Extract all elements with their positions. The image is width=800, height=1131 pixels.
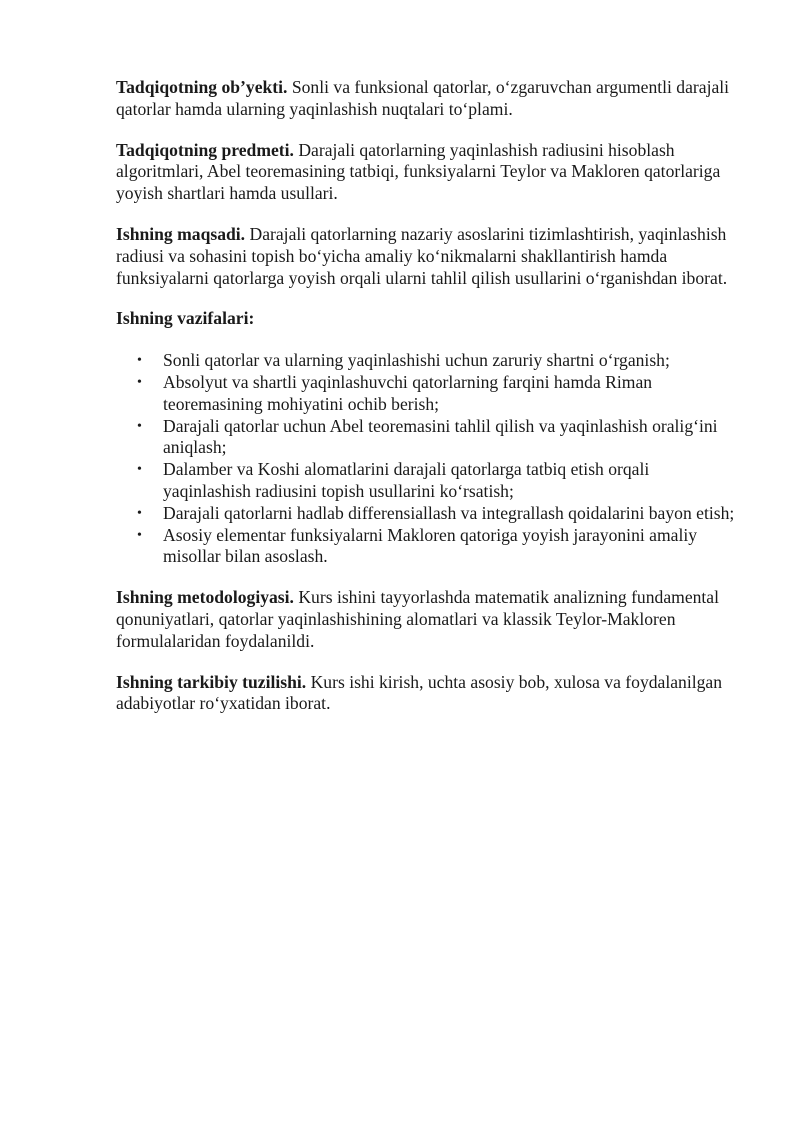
bullet-icon: • (137, 418, 142, 434)
list-item (116, 525, 736, 569)
research-subject-paragraph (116, 140, 736, 205)
methodology-paragraph (116, 587, 736, 652)
list-item (116, 372, 736, 416)
methodology-label: Ishning metodologiyasi. (116, 587, 294, 608)
list-item-text: Darajali qatorlar uchun Abel teoremasini tahlil qilish va yaqinlashish oralig‘ini aniqlash; (163, 415, 718, 458)
goal-label: Ishning maqsadi. (116, 223, 246, 244)
list-item (116, 416, 736, 460)
list-item-text: Dalamber va Koshi alomatlarini darajali qatorlarga tatbiq etish orqali yaqinlashish radiusini topish usullarini ko‘rsatish; (163, 459, 650, 501)
list-item-text: Sonli qatorlar va ularning yaqinlashishi uchun zaruriy shartni o‘rganish; (163, 350, 670, 371)
bullet-icon: • (137, 462, 142, 478)
structure-label: Ishning tarkibiy tuzilishi. (116, 671, 307, 692)
bullet-icon: • (137, 374, 142, 390)
structure-paragraph (116, 672, 736, 716)
list-item (116, 350, 736, 372)
bullet-icon: • (137, 527, 142, 543)
goal-paragraph (116, 224, 736, 289)
goal-text: Darajali qatorlarning nazariy asoslarini tizimlashtirish, yaqinlashish radiusi va sohasini topish bo‘yicha amaliy ko‘nikmalarni shakllantirish hamda funksiyalarni qatorlarga yoyish orqali ularni tahlil qilish usullarini o‘rganishdan iborat. (116, 223, 728, 288)
bullet-icon: • (137, 505, 142, 521)
document-page (116, 77, 736, 734)
bullet-icon: • (137, 353, 142, 369)
research-object-text: Sonli va funksional qatorlar, o‘zgaruvchan argumentli darajali qatorlar hamda ularning yaqinlashish nuqtalari to‘plami. (116, 77, 730, 119)
structure-text: Kurs ishi kirish, uchta asosiy bob, xulosa va foydalanilgan adabiyotlar ro‘yxatidan iborat. (116, 671, 723, 714)
list-item-text: Darajali qatorlarni hadlab differensiallash va integrallash qoidalarini bayon etish; (163, 502, 735, 523)
research-subject-label: Tadqiqotning predmeti. (116, 139, 294, 160)
list-item-text: Absolyut va shartli yaqinlashuvchi qatorlarning farqini hamda Riman teoremasining mohiyatini ochib berish; (163, 371, 653, 414)
list-item (116, 503, 736, 525)
tasks-list (116, 350, 736, 568)
research-object-label: Tadqiqotning ob’yekti. (116, 77, 288, 97)
research-subject-text: Darajali qatorlarning yaqinlashish radiusini hisoblash algoritmlari, Abel teoremasining tatbiqi, funksiyalarni Teylor va Makloren qatorlariga yoyish shartlari hamda usullari. (116, 139, 721, 204)
list-item (116, 459, 736, 503)
tasks-heading: Ishning vazifalari: (116, 308, 255, 329)
methodology-text: Kurs ishini tayyorlashda matematik analizning fundamental qonuniyatlari, qatorlar yaqinlashishining alomatlari va klassik Teylor-Makloren formulalaridan foydalanildi. (116, 587, 720, 651)
list-item-text: Asosiy elementar funksiyalarni Makloren qatoriga yoyish jarayonini amaliy misollar bilan asoslash. (163, 524, 698, 567)
research-object-paragraph (116, 77, 736, 121)
